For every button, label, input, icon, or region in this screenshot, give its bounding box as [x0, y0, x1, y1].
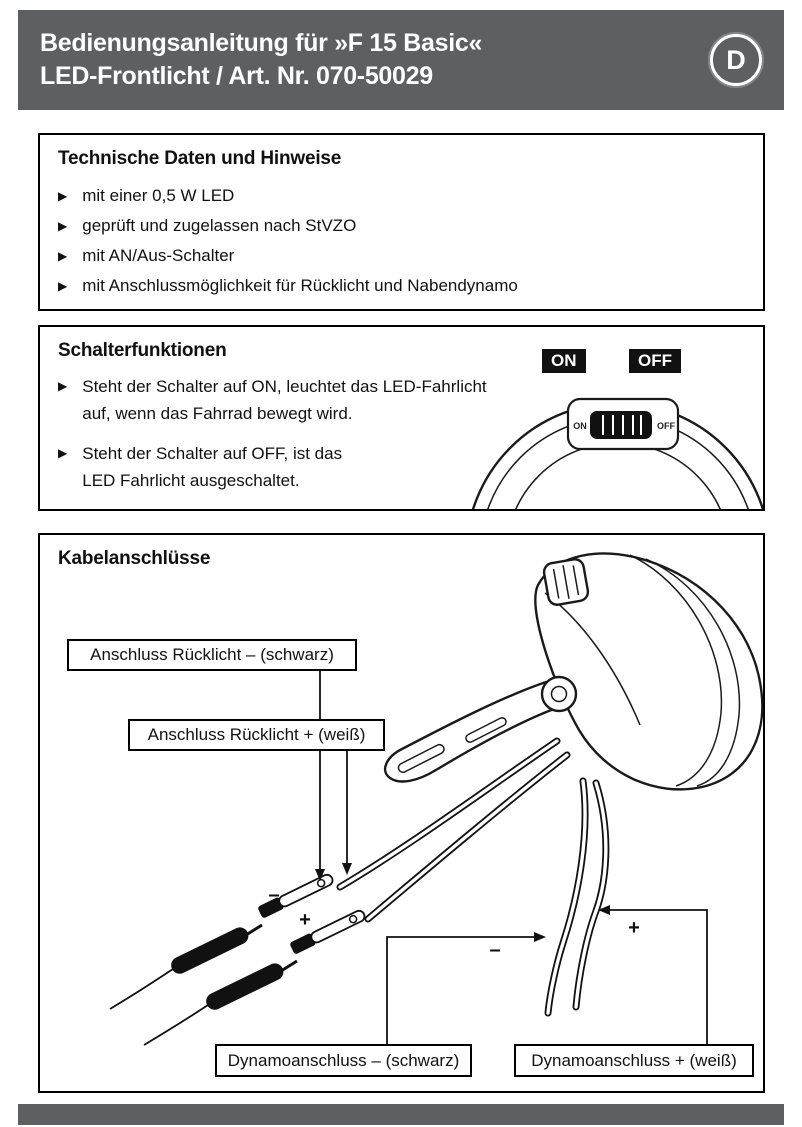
- language-badge: [710, 34, 762, 86]
- bullet-text: mit einer 0,5 W LED: [82, 186, 235, 205]
- label-taillight-minus: Anschluss Rücklicht – (schwarz): [67, 639, 357, 671]
- pointer-line-dynamo-minus: [387, 937, 534, 1044]
- dynamo-plus-mark: +: [628, 917, 640, 939]
- section-switch-functions: [38, 325, 765, 511]
- label-taillight-plus: Anschluss Rücklicht + (weiß): [128, 719, 385, 751]
- terminal-minus-mark: –: [268, 884, 280, 906]
- bullet-item: [58, 181, 745, 211]
- arrowhead-right: [534, 932, 546, 942]
- off-label-tag: OFF: [629, 349, 681, 373]
- pointer-line-dynamo-plus: [610, 910, 707, 1044]
- connector-wire-tail: [110, 967, 176, 1009]
- language-badge-letter: D: [726, 44, 746, 75]
- bullet-triangle-icon: ▶: [58, 279, 68, 293]
- connector-tip: [246, 925, 262, 935]
- manual-title-line1: Bedienungsanleitung für »F 15 Basic«: [40, 29, 483, 57]
- header-titles: [18, 10, 784, 93]
- mounting-bracket: [385, 682, 554, 781]
- bullet-text: Steht der Schalter auf ON, leuchtet das LED-Fahrlicht auf, wenn das Fahrrad bewegt wird.: [82, 377, 487, 423]
- section-cable-connections: [38, 533, 765, 1093]
- bullet-connector: [168, 924, 251, 976]
- cable-connections-heading: Kabelanschlüsse: [58, 548, 211, 569]
- switch-functions-heading: Schalterfunktionen: [58, 340, 227, 361]
- bullet-connector: [203, 960, 286, 1012]
- connector-tip: [281, 961, 297, 971]
- footer-bar: [18, 1104, 784, 1125]
- pivot-bolt: [542, 677, 576, 711]
- connector-wire-tail: [144, 1003, 211, 1045]
- on-label-tag: ON: [542, 349, 586, 373]
- rocker-off-print: OFF: [657, 421, 675, 431]
- bullet-item: [58, 373, 745, 427]
- bullet-triangle-icon: ▶: [58, 446, 68, 460]
- technical-bullet-list: [40, 179, 763, 301]
- bullet-item: [58, 211, 745, 241]
- label-dynamo-plus: Dynamoanschluss + (weiß): [514, 1044, 754, 1077]
- switch-bullet-list: [40, 371, 763, 494]
- rocker-on-print: ON: [573, 421, 587, 431]
- bullet-item: [58, 241, 745, 271]
- manual-title-line2: LED-Frontlicht / Art. Nr. 070-50029: [40, 62, 433, 90]
- bullet-text: geprüft und zugelassen nach StVZO: [82, 216, 357, 235]
- bullet-triangle-icon: ▶: [58, 219, 68, 233]
- bullet-text: mit Anschlussmöglichkeit für Rücklicht und Nabendynamo: [82, 276, 518, 295]
- section-technical-data: [38, 133, 765, 311]
- bullet-item: [58, 271, 745, 301]
- bullet-triangle-icon: ▶: [58, 189, 68, 203]
- bullet-triangle-icon: ▶: [58, 249, 68, 263]
- bullet-text: Steht der Schalter auf OFF, ist das LED Fahrlicht ausgeschaltet.: [82, 444, 343, 490]
- label-dynamo-minus: Dynamoanschluss – (schwarz): [215, 1044, 472, 1077]
- arrowhead-down: [342, 863, 352, 875]
- technical-data-heading: Technische Daten und Hinweise: [58, 148, 342, 169]
- header-bar: [18, 10, 784, 110]
- dynamo-minus-mark: –: [489, 939, 501, 961]
- terminal-plus-mark: +: [299, 909, 311, 931]
- lamp-cable-drawing: [40, 535, 763, 1091]
- bullet-item: [58, 440, 745, 494]
- bullet-triangle-icon: ▶: [58, 379, 68, 393]
- bullet-text: mit AN/Aus-Schalter: [82, 246, 235, 265]
